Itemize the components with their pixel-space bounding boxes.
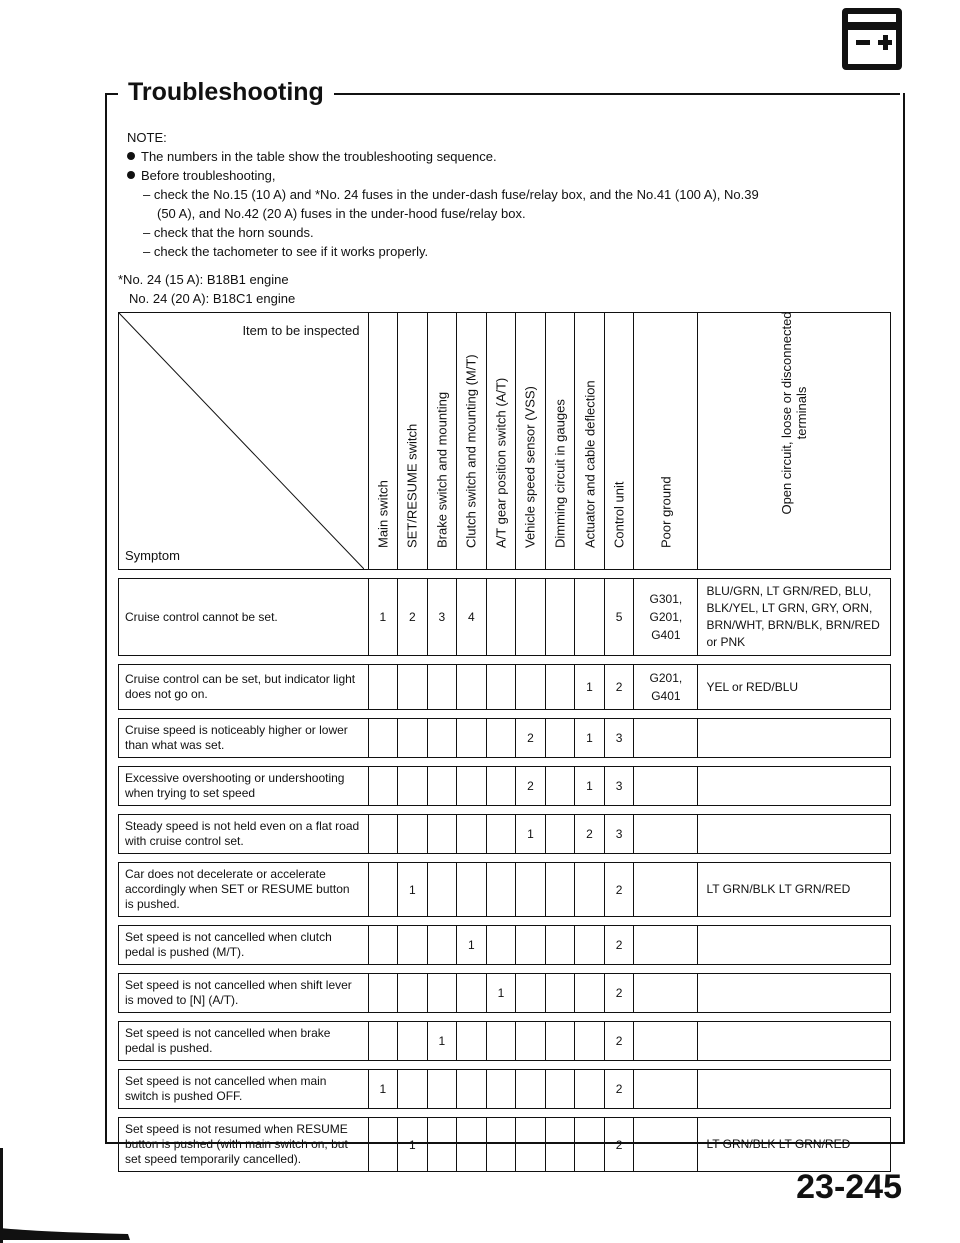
sequence-cell: 2	[516, 767, 546, 806]
notes-heading: NOTE:	[127, 130, 167, 145]
sequence-cell	[486, 1022, 516, 1061]
table-row	[119, 1118, 891, 1172]
sequence-cell: 3	[604, 719, 634, 758]
table-row	[119, 863, 891, 917]
column-header: A/T gear position switch (A/T)	[486, 313, 516, 570]
column-header: Brake switch and mounting	[427, 313, 457, 570]
sequence-cell: 1	[575, 719, 605, 758]
sequence-cell	[457, 665, 487, 710]
corner-cell	[119, 313, 369, 570]
open-circuit-cell: YEL or RED/BLU	[698, 665, 891, 710]
sequence-cell	[486, 926, 516, 965]
sequence-cell	[516, 863, 546, 917]
sequence-cell	[457, 767, 487, 806]
sequence-cell: 3	[604, 767, 634, 806]
sequence-cell	[545, 815, 575, 854]
open-circuit-cell	[698, 1022, 891, 1061]
bullet-icon	[127, 171, 135, 179]
sequence-cell	[427, 719, 457, 758]
sequence-cell	[427, 926, 457, 965]
sequence-cell	[486, 579, 516, 656]
open-circuit-cell: BLU/GRN, LT GRN/RED, BLU, BLK/YEL, LT GRN, GRY, ORN, BRN/WHT, BRN/BLK, BRN/RED or PNK	[698, 579, 891, 656]
frame-left-line	[105, 93, 107, 1143]
sequence-cell: 1	[516, 815, 546, 854]
sequence-cell	[398, 926, 428, 965]
sequence-cell	[486, 1070, 516, 1109]
sequence-cell	[398, 974, 428, 1013]
table-header-row	[119, 313, 891, 570]
sequence-cell: 1	[575, 767, 605, 806]
sequence-cell	[368, 926, 398, 965]
sequence-cell: 2	[398, 579, 428, 656]
sequence-cell	[398, 815, 428, 854]
fuse-note-2: No. 24 (20 A): B18C1 engine	[129, 291, 296, 306]
sequence-cell	[368, 974, 398, 1013]
sequence-cell	[545, 767, 575, 806]
symptom-cell: Car does not decelerate or accelerate accordingly when SET or RESUME button is pushed.	[119, 863, 369, 917]
sequence-cell	[545, 579, 575, 656]
open-circuit-cell: LT GRN/BLK LT GRN/RED	[698, 863, 891, 917]
sequence-cell	[575, 926, 605, 965]
sequence-cell: 2	[604, 1022, 634, 1061]
open-circuit-cell	[698, 719, 891, 758]
poor-ground-cell	[634, 1118, 698, 1172]
binding-mark	[0, 1220, 130, 1240]
row-spacer	[119, 570, 891, 579]
sequence-cell	[545, 1118, 575, 1172]
symptom-cell: Steady speed is not held even on a flat road with cruise control set.	[119, 815, 369, 854]
sequence-cell	[516, 974, 546, 1013]
sequence-cell: 3	[427, 579, 457, 656]
table-row	[119, 665, 891, 710]
sequence-cell: 2	[604, 974, 634, 1013]
table-row	[119, 1022, 891, 1061]
corner-diagonal	[119, 313, 364, 569]
sequence-cell	[575, 974, 605, 1013]
open-circuit-cell	[698, 974, 891, 1013]
column-header: Actuator and cable deflection	[575, 313, 605, 570]
symptom-cell: Set speed is not cancelled when brake pedal is pushed.	[119, 1022, 369, 1061]
row-spacer	[119, 1109, 891, 1118]
row-spacer	[119, 806, 891, 815]
sequence-cell	[398, 767, 428, 806]
sequence-cell: 2	[604, 926, 634, 965]
poor-ground-cell	[634, 974, 698, 1013]
item-label: Item to be inspected	[242, 323, 360, 338]
sequence-cell	[427, 1070, 457, 1109]
bullet-icon	[127, 152, 135, 160]
row-spacer	[119, 656, 891, 665]
open-circuit-cell: LT GRN/BLK LT GRN/RED	[698, 1118, 891, 1172]
sequence-cell: 1	[398, 1118, 428, 1172]
symptom-cell: Set speed is not resumed when RESUME button is pushed (with main switch on, but set speed temporarily cancelled).	[119, 1118, 369, 1172]
symptom-cell: Excessive overshooting or undershooting when trying to set speed	[119, 767, 369, 806]
note-sub-3: – check the tachometer to see if it works properly.	[143, 244, 429, 259]
poor-ground-cell	[634, 767, 698, 806]
column-header: SET/RESUME switch	[398, 313, 428, 570]
open-circuit-cell	[698, 1070, 891, 1109]
row-spacer	[119, 917, 891, 926]
symptom-cell: Set speed is not cancelled when main switch is pushed OFF.	[119, 1070, 369, 1109]
column-header: Control unit	[604, 313, 634, 570]
sequence-cell: 2	[516, 719, 546, 758]
sequence-cell: 1	[398, 863, 428, 917]
table-row	[119, 767, 891, 806]
sequence-cell	[457, 974, 487, 1013]
sequence-cell	[398, 1022, 428, 1061]
row-spacer	[119, 854, 891, 863]
sequence-cell: 1	[368, 579, 398, 656]
sequence-cell	[486, 863, 516, 917]
sequence-cell	[427, 863, 457, 917]
note-sub-2: – check that the horn sounds.	[143, 225, 314, 240]
fuse-note-1: *No. 24 (15 A): B18B1 engine	[118, 272, 289, 287]
sequence-cell	[398, 665, 428, 710]
sequence-cell: 1	[427, 1022, 457, 1061]
sequence-cell	[516, 926, 546, 965]
sequence-cell	[457, 1118, 487, 1172]
note-sub-1a: – check the No.15 (10 A) and *No. 24 fuses in the under-dash fuse/relay box, and the No.41 (100 A), No.39	[143, 187, 759, 202]
sequence-cell	[427, 1118, 457, 1172]
poor-ground-cell: G201, G401	[634, 665, 698, 710]
sequence-cell	[398, 1070, 428, 1109]
column-header: Dimming circuit in gauges	[545, 313, 575, 570]
sequence-cell: 3	[604, 815, 634, 854]
sequence-cell	[486, 719, 516, 758]
sequence-cell	[457, 863, 487, 917]
column-header: Poor ground	[634, 313, 698, 570]
sequence-cell	[516, 665, 546, 710]
table-row	[119, 974, 891, 1013]
sequence-cell	[368, 719, 398, 758]
column-header: Vehicle speed sensor (VSS)	[516, 313, 546, 570]
symptom-cell: Set speed is not cancelled when shift lever is moved to [N] (A/T).	[119, 974, 369, 1013]
open-circuit-cell	[698, 926, 891, 965]
sequence-cell	[427, 815, 457, 854]
column-header: Open circuit, loose or disconnected terminals	[698, 313, 891, 570]
troubleshooting-table	[118, 312, 891, 1172]
symptom-cell: Cruise control can be set, but indicator light does not go on.	[119, 665, 369, 710]
sequence-cell	[398, 719, 428, 758]
sequence-cell	[545, 665, 575, 710]
table-row	[119, 579, 891, 656]
sequence-cell	[545, 1070, 575, 1109]
sequence-cell	[368, 815, 398, 854]
sequence-cell	[575, 863, 605, 917]
sequence-cell: 2	[575, 815, 605, 854]
table-row	[119, 815, 891, 854]
symptom-label: Symptom	[125, 548, 180, 563]
poor-ground-cell	[634, 1022, 698, 1061]
poor-ground-cell	[634, 815, 698, 854]
row-spacer	[119, 758, 891, 767]
symptom-cell: Set speed is not cancelled when clutch pedal is pushed (M/T).	[119, 926, 369, 965]
sequence-cell	[427, 974, 457, 1013]
sequence-cell: 2	[604, 1070, 634, 1109]
frame-right-line	[903, 93, 905, 1143]
sequence-cell: 1	[368, 1070, 398, 1109]
battery-icon	[842, 8, 902, 70]
sequence-cell	[368, 665, 398, 710]
note-bullet-1-text: The numbers in the table show the troubleshooting sequence.	[141, 149, 497, 164]
poor-ground-cell	[634, 719, 698, 758]
sequence-cell	[427, 767, 457, 806]
sequence-cell	[457, 719, 487, 758]
sequence-cell	[575, 579, 605, 656]
column-header: Clutch switch and mounting (M/T)	[457, 313, 487, 570]
symptom-cell: Cruise control cannot be set.	[119, 579, 369, 656]
sequence-cell	[457, 815, 487, 854]
note-sub-1b: (50 A), and No.42 (20 A) fuses in the under-hood fuse/relay box.	[157, 206, 526, 221]
sequence-cell: 5	[604, 579, 634, 656]
sequence-cell	[486, 767, 516, 806]
sequence-cell	[486, 1118, 516, 1172]
symptom-cell: Cruise speed is noticeably higher or lower than what was set.	[119, 719, 369, 758]
table-row	[119, 719, 891, 758]
poor-ground-cell	[634, 1070, 698, 1109]
sequence-cell: 4	[457, 579, 487, 656]
poor-ground-cell	[634, 926, 698, 965]
column-header: Main switch	[368, 313, 398, 570]
table-row	[119, 1070, 891, 1109]
sequence-cell	[368, 1022, 398, 1061]
sequence-cell	[545, 1022, 575, 1061]
sequence-cell	[486, 815, 516, 854]
sequence-cell	[545, 719, 575, 758]
fuse-notes	[118, 270, 295, 308]
sequence-cell	[368, 1118, 398, 1172]
sequence-cell	[516, 1070, 546, 1109]
sequence-cell	[368, 863, 398, 917]
note-bullet-1	[127, 147, 759, 166]
sequence-cell: 1	[457, 926, 487, 965]
sequence-cell	[575, 1118, 605, 1172]
sequence-cell	[575, 1022, 605, 1061]
notes-block	[127, 128, 759, 261]
sequence-cell: 1	[486, 974, 516, 1013]
sequence-cell	[545, 926, 575, 965]
sequence-cell	[427, 665, 457, 710]
sequence-cell: 2	[604, 665, 634, 710]
row-spacer	[119, 965, 891, 974]
row-spacer	[119, 710, 891, 719]
sequence-cell	[486, 665, 516, 710]
sequence-cell	[516, 579, 546, 656]
open-circuit-cell	[698, 815, 891, 854]
note-bullet-2	[127, 166, 759, 185]
sequence-cell	[545, 974, 575, 1013]
sequence-cell	[545, 863, 575, 917]
poor-ground-cell: G301, G201, G401	[634, 579, 698, 656]
sequence-cell	[368, 767, 398, 806]
sequence-cell: 2	[604, 863, 634, 917]
poor-ground-cell	[634, 863, 698, 917]
sequence-cell	[457, 1022, 487, 1061]
note-bullet-2-text: Before troubleshooting,	[141, 168, 276, 183]
sequence-cell: 1	[575, 665, 605, 710]
sequence-cell: 2	[604, 1118, 634, 1172]
open-circuit-cell	[698, 767, 891, 806]
sequence-cell	[575, 1070, 605, 1109]
page-title: Troubleshooting	[118, 78, 334, 107]
page-number: 23-245	[796, 1168, 902, 1206]
sequence-cell	[457, 1070, 487, 1109]
sequence-cell	[516, 1022, 546, 1061]
table-row	[119, 926, 891, 965]
sequence-cell	[516, 1118, 546, 1172]
row-spacer	[119, 1013, 891, 1022]
row-spacer	[119, 1061, 891, 1070]
